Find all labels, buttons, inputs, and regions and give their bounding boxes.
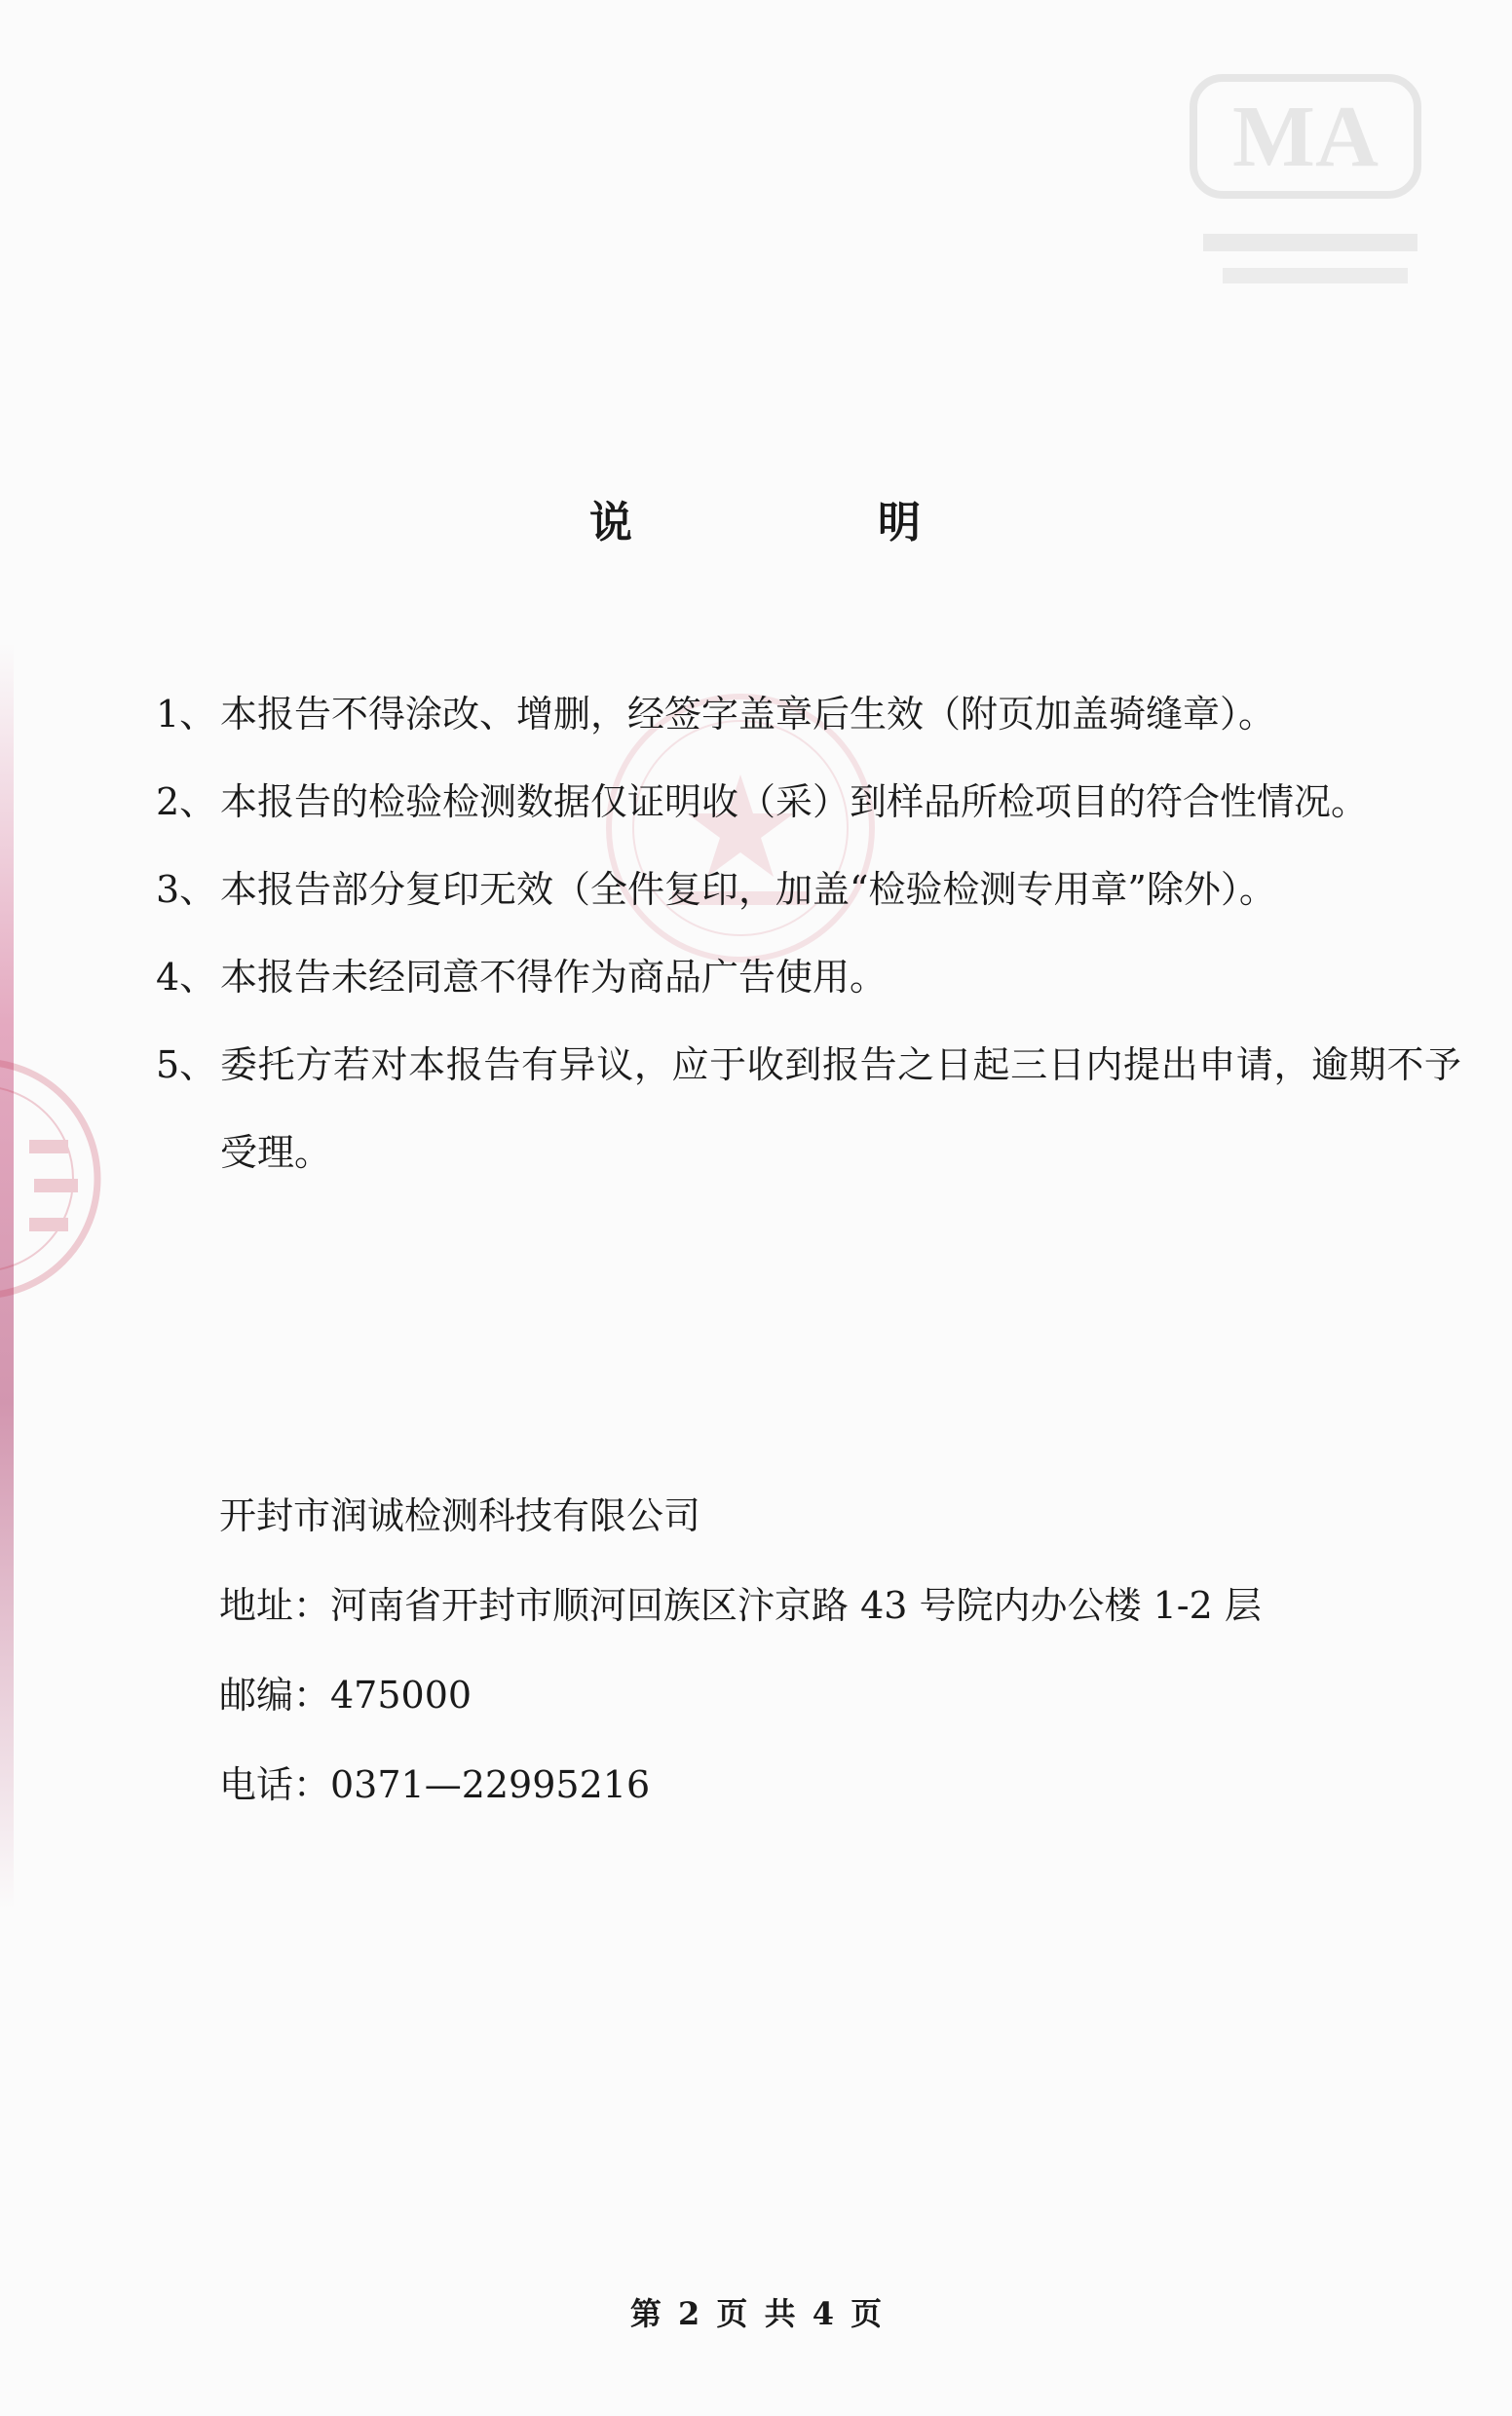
note-item-4 [156,933,1461,1021]
title-char-1: 说 [589,498,634,547]
note-item-3 [156,846,1461,933]
note-text: 本报告部分复印无效（全件复印，加盖“检验检测专用章”除外）。 [220,868,1276,911]
note-number: 5、 [156,1043,217,1086]
note-text: 委托方若对本报告有异议，应于收到报告之日起三日内提出申请，逾期不予受理。 [220,1043,1461,1174]
company-info [219,1471,1437,1830]
company-phone: 电话：0371—22995216 [219,1763,651,1806]
company-name: 开封市润诚检测科技有限公司 [219,1494,701,1537]
notes-list [156,670,1461,1196]
note-number: 1、 [156,693,217,736]
title-char-2: 明 [878,498,923,547]
note-item-2 [156,758,1461,846]
note-text: 本报告未经同意不得作为商品广告使用。 [220,956,888,999]
company-postcode: 邮编：475000 [219,1674,472,1717]
page-title [0,487,1512,555]
note-text: 本报告的检验检测数据仅证明收（采）到样品所检项目的符合性情况。 [220,780,1369,823]
note-number: 3、 [156,868,217,911]
note-number: 2、 [156,780,217,823]
note-number: 4、 [156,956,217,999]
note-text: 本报告不得涂改、增删，经签字盖章后生效（附页加盖骑缝章）。 [220,693,1276,736]
cma-certification-mark [1184,68,1447,331]
note-item-5 [156,1021,1461,1196]
partial-seal-left [0,1033,107,1325]
company-address: 地址：河南省开封市顺河回族区汴京路 43 号院内办公楼 1-2 层 [219,1584,1262,1627]
page-number-footer: 第 2 页 共 4 页 [629,2295,883,2332]
svg-text:MA: MA [1232,89,1379,185]
note-item-1 [156,670,1461,758]
